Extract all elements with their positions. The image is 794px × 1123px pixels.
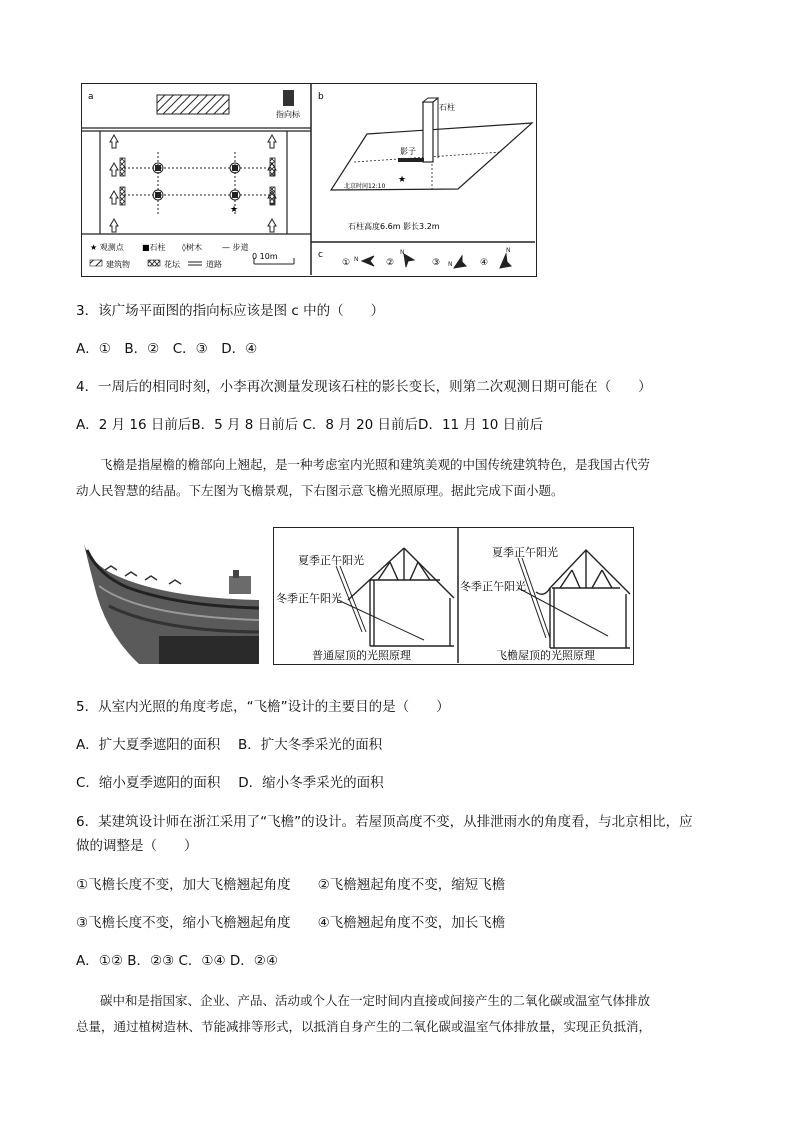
flying-eave-roof [536, 550, 630, 648]
compass-marker-icon [283, 90, 294, 106]
right-winter-label: 冬季正午阳光 [460, 580, 526, 593]
compass-option-3-icon [448, 256, 466, 268]
left-summer-label: 夏季正午阳光 [298, 554, 364, 567]
svg-text:N: N [400, 249, 405, 256]
svg-text:N: N [448, 261, 453, 268]
observation-star-icon: ★ [230, 205, 239, 215]
figure-plaza-svg [82, 84, 535, 275]
q5-options-ab: A．扩大夏季遮阳的面积 B．扩大冬季采光的面积 [76, 737, 383, 753]
compass-tag: 指向标 [276, 110, 300, 119]
q3-options: A．① B．② C．③ D．④ [76, 341, 258, 357]
eaves-photo-svg [79, 536, 259, 664]
q5-options-cd: C．缩小夏季遮阳的面积 D．缩小冬季采光的面积 [76, 775, 384, 791]
left-winter-label: 冬季正午阳光 [276, 592, 342, 605]
legend-footpath: — 步道 [222, 243, 249, 252]
c-option-2: ② [386, 258, 395, 268]
b-time-label: 北京时间12:10 [344, 183, 386, 190]
c-option-1: ① [342, 258, 351, 268]
panel-a-label: a [88, 92, 94, 102]
q6-options: A．①② B．②③ C．①④ D．②④ [76, 953, 279, 969]
c-option-4: ④ [480, 258, 489, 268]
light-diagram [273, 527, 634, 665]
legend-flowerbed: 花坛 [164, 260, 180, 269]
building [157, 95, 229, 114]
legend-road: 道路 [206, 260, 222, 269]
figure-plaza [81, 83, 537, 277]
right-sun-rays [518, 558, 608, 638]
panel-b-label: b [318, 92, 324, 102]
compass-option-2-icon [400, 249, 414, 267]
compass-option-1-icon [354, 256, 374, 266]
q6-statements-12: ①飞檐长度不变，加大飞檐翘起角度 ②飞檐翘起角度不变，缩短飞檐 [76, 877, 506, 893]
pillar-label: 石柱 [439, 103, 455, 112]
q5-stem: 5．从室内光照的角度考虑，“飞檐”设计的主要目的是（ ） [76, 699, 450, 715]
stone-pillars [153, 163, 240, 200]
light-diagram-svg [274, 528, 632, 663]
passage2-line2: 总量，通过植树造林、节能减排等形式，以抵消自身产生的二氧化碳或温室气体排放量，实现正负抵消， [76, 1019, 652, 1034]
tree-icons [110, 135, 276, 232]
legend-scale: 0 10m [252, 252, 278, 261]
b-caption: 石柱高度6.6m 影长3.2m [348, 222, 440, 231]
compass-option-4-icon [500, 247, 511, 268]
c-option-3: ③ [432, 258, 441, 268]
q4-options: A．2 月 16 日前后B．5 月 8 日前后 C．8 月 20 日前后D．11 月 10 日前后 [76, 417, 544, 433]
legend-tree: ◊树木 [182, 243, 202, 252]
eaves-photo [79, 536, 259, 664]
svg-text:N: N [354, 256, 359, 263]
right-summer-label: 夏季正午阳光 [492, 546, 558, 559]
q6-statements-34: ③飞檐长度不变，缩小飞檐翘起角度 ④飞檐翘起角度不变，加长飞檐 [76, 915, 506, 931]
shadow-label: 影子 [400, 147, 416, 156]
left-caption: 普通屋顶的光照原理 [312, 649, 411, 662]
legend-building: 建筑物 [106, 260, 130, 269]
legend-stone-pillar: ■石柱 [142, 243, 166, 252]
q6-stem-line2: 做的调整是（ ） [76, 838, 198, 854]
q4-stem: 4．一周后的相同时刻，小李再次测量发现该石柱的影长变长，则第二次观测日期可能在（ ） [76, 379, 652, 395]
right-caption: 飞檐屋顶的光照原理 [496, 649, 595, 662]
passage1-line1: 飞檐是指屋檐的檐部向上翘起，是一种考虑室内光照和建筑美观的中国传统建筑特色，是我国古代劳 [100, 457, 651, 472]
passage1-line2: 动人民智慧的结晶。下左图为飞檐景观，下右图示意飞檐光照原理。据此完成下面小题。 [76, 483, 564, 498]
legend-obs-point: ★ 观测点 [90, 243, 124, 252]
panel-c-label: c [318, 250, 323, 260]
passage2-line1: 碳中和是指国家、企业、产品、活动或个人在一定时间内直接或间接产生的二氧化碳或温室气体排放 [100, 993, 651, 1008]
q3-stem: 3．该广场平面图的指向标应该是图 c 中的（ ） [76, 303, 385, 319]
b-star-icon: ★ [398, 175, 407, 185]
svg-text:N: N [506, 247, 511, 254]
q6-stem-line1: 6．某建筑设计师在浙江采用了“飞檐”的设计。若屋顶高度不变，从排泄雨水的角度看，与北京相比，应 [76, 814, 693, 830]
shadow [398, 158, 424, 162]
stone-pillar [423, 102, 433, 162]
